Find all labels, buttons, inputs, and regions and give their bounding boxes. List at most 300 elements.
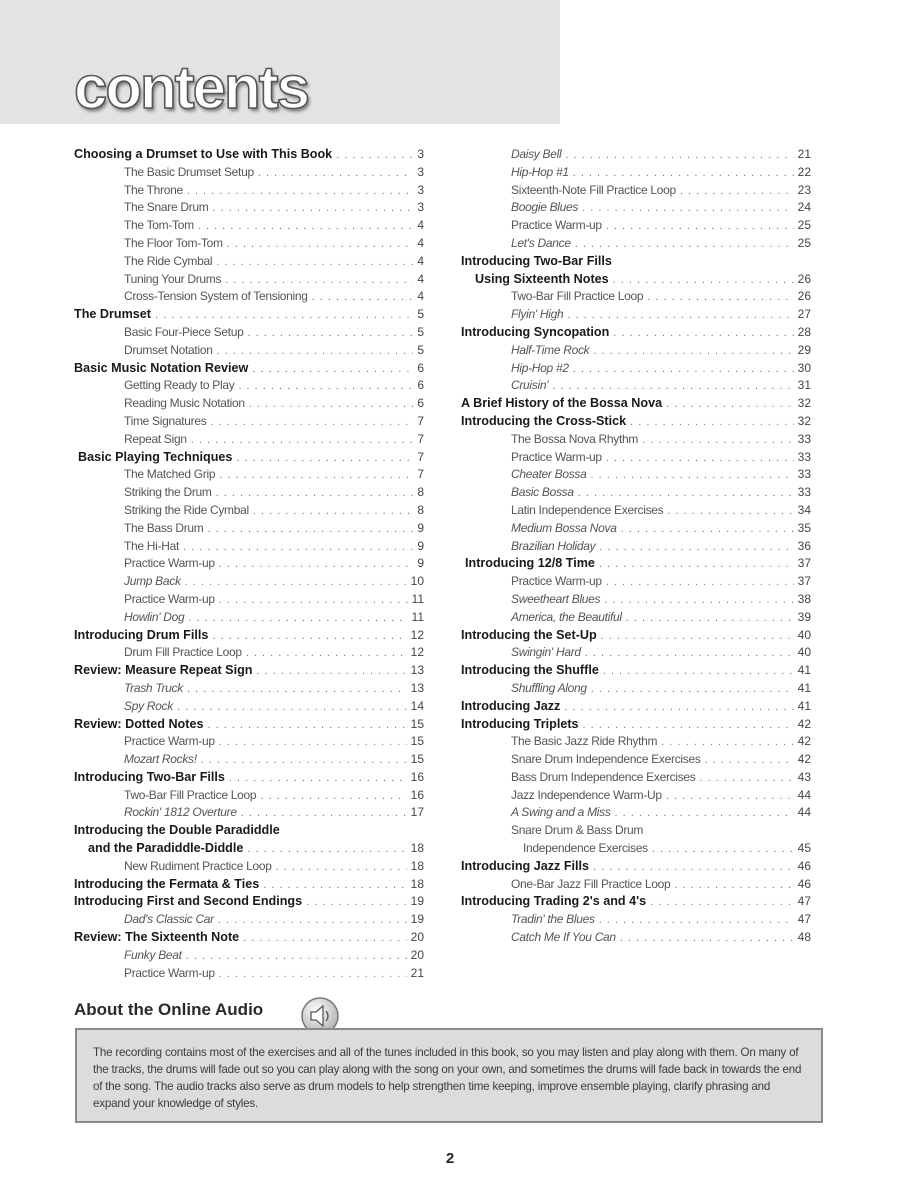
toc-entry-title: Dad's Classic Car <box>124 912 214 927</box>
toc-entry <box>461 484 811 502</box>
toc-entry <box>461 431 811 449</box>
toc-entry-page: 5 <box>417 324 424 339</box>
dot-leader <box>642 432 794 450</box>
toc-entry <box>461 893 811 911</box>
dot-leader <box>243 930 406 948</box>
dot-leader <box>177 699 407 717</box>
toc-entry <box>461 182 811 200</box>
toc-entry-page: 41 <box>797 663 811 678</box>
dot-leader <box>552 378 793 396</box>
toc-entry-page: 8 <box>417 485 424 500</box>
toc-entry-page: 37 <box>797 574 811 589</box>
dot-leader <box>620 930 794 948</box>
dot-leader <box>258 165 413 183</box>
dot-leader <box>626 610 794 628</box>
toc-entry-page: 3 <box>417 164 424 179</box>
toc-entry-title: Basic Playing Techniques <box>78 449 233 464</box>
toc-entry-title: The Matched Grip <box>124 467 216 482</box>
toc-entry <box>74 733 424 751</box>
dot-leader <box>219 556 414 574</box>
toc-entry-title: Introducing the Set-Up <box>461 627 597 642</box>
toc-entry-page: 41 <box>797 698 811 713</box>
dot-leader <box>188 610 407 628</box>
dot-leader <box>247 325 413 343</box>
toc-entry-page: 23 <box>797 182 811 197</box>
dot-leader <box>306 894 407 912</box>
toc-entry <box>461 466 811 484</box>
toc-entry <box>461 680 811 698</box>
dot-leader <box>705 752 794 770</box>
toc-entry-page: 30 <box>797 360 811 375</box>
page-title: contents <box>74 54 309 121</box>
dot-leader <box>603 663 794 681</box>
toc-entry-page: 15 <box>410 752 424 767</box>
toc-entry-page: 12 <box>410 627 424 642</box>
toc-entry-page: 36 <box>797 538 811 553</box>
toc-entry <box>74 929 424 947</box>
toc-entry-page: 42 <box>797 752 811 767</box>
toc-entry <box>74 555 424 573</box>
toc-entry-page: 21 <box>410 965 424 980</box>
toc-entry-title: Daisy Bell <box>511 147 562 161</box>
toc-entry <box>74 769 424 787</box>
toc-entry-title: Introducing 12/8 Time <box>465 556 595 571</box>
toc-entry-title: The Bossa Nova Rhythm <box>511 431 639 446</box>
dot-leader <box>219 592 408 610</box>
toc-entry-page: 3 <box>417 182 424 197</box>
dot-leader <box>191 432 414 450</box>
toc-entry <box>461 733 811 751</box>
dot-leader <box>621 521 794 539</box>
toc-entry <box>74 431 424 449</box>
dot-leader <box>219 734 407 752</box>
toc-entry <box>74 716 424 734</box>
toc-entry <box>461 449 811 467</box>
toc-entry-page: 3 <box>417 200 424 215</box>
toc-entry <box>74 644 424 662</box>
toc-entry <box>74 965 424 983</box>
toc-entry <box>74 947 424 965</box>
audio-description-text: The recording contains most of the exercises and all of the tunes included in this book, so you may listen and play along with them. On many of the tracks, the drums will fade out so you can play along with the song on your own, and sometimes the drums will fade back in towards the end of the song. The audio tracks also serve as drum models to help strengthen time keeping, improve ensemble playing, clarify phrasing and expand your knowledge of styles. <box>93 1046 802 1110</box>
toc-entry <box>74 520 424 538</box>
toc-entry-title: One-Bar Jazz Fill Practice Loop <box>511 876 671 891</box>
toc-entry <box>74 217 424 235</box>
toc-entry-page: 4 <box>417 235 424 250</box>
toc-entry-title: Hip-Hop #2 <box>511 360 569 375</box>
toc-entry-title: Introducing Jazz Fills <box>461 858 590 873</box>
dot-leader <box>593 859 794 877</box>
toc-left-column <box>74 146 424 982</box>
toc-entry <box>461 146 811 164</box>
toc-entry-title: The Basic Jazz Ride Rhythm <box>511 734 658 749</box>
dot-leader <box>216 485 414 503</box>
toc-entry-page: 7 <box>417 449 424 464</box>
toc-entry-title: Drumset Notation <box>124 342 213 357</box>
toc-entry-title: Independence Exercises <box>523 841 648 856</box>
toc-entry-page: 18 <box>410 858 424 873</box>
toc-entry-page: 22 <box>797 164 811 179</box>
dot-leader <box>186 948 407 966</box>
dot-leader <box>201 752 407 770</box>
dot-leader <box>256 663 406 681</box>
toc-entry <box>461 644 811 662</box>
toc-entry-page: 32 <box>797 413 811 428</box>
toc-entry-page: 34 <box>797 502 811 517</box>
toc-entry <box>74 235 424 253</box>
toc-entry-title: Sixteenth-Note Fill Practice Loop <box>511 182 676 197</box>
toc-entry-title: Practice Warm-up <box>124 734 215 749</box>
dot-leader <box>578 485 794 503</box>
toc-entry-page: 20 <box>410 947 424 962</box>
toc-entry-title: The Ride Cymbal <box>124 253 213 268</box>
dot-leader <box>260 788 406 806</box>
dot-leader <box>661 734 793 752</box>
dot-leader <box>336 147 413 165</box>
toc-entry <box>461 271 811 289</box>
dot-leader <box>585 645 794 663</box>
dot-leader <box>680 183 794 201</box>
dot-leader <box>229 770 407 788</box>
toc-entry <box>74 306 424 324</box>
toc-entry-title: Spy Rock <box>124 698 173 713</box>
toc-entry-title: Funky Beat <box>124 947 182 962</box>
dot-leader <box>216 254 413 272</box>
dot-leader <box>213 200 414 218</box>
toc-entry <box>461 555 811 573</box>
dot-leader <box>253 503 413 521</box>
toc-entry <box>74 627 424 645</box>
toc-entry-title: Introducing the Fermata & Ties <box>74 876 260 891</box>
toc-entry-page: 29 <box>797 342 811 357</box>
toc-entry-title: Practice Warm-up <box>124 556 215 571</box>
dot-leader <box>187 183 413 201</box>
dot-leader <box>674 877 793 895</box>
dot-leader <box>615 805 794 823</box>
toc-entry <box>74 413 424 431</box>
toc-entry <box>461 716 811 734</box>
toc-entry-page: 26 <box>797 289 811 304</box>
toc-entry <box>74 271 424 289</box>
toc-entry-page: 45 <box>797 841 811 856</box>
toc-entry-page: 47 <box>797 894 811 909</box>
toc-entry-page: 6 <box>417 360 424 375</box>
toc-entry-title: Jump Back <box>124 574 181 589</box>
toc-entry <box>461 787 811 805</box>
toc-entry-title: Drum Fill Practice Loop <box>124 645 242 660</box>
toc-entry-title: Basic Four-Piece Setup <box>124 324 244 339</box>
dot-leader <box>573 165 794 183</box>
toc-entry-page: 24 <box>797 200 811 215</box>
toc-entry <box>74 698 424 716</box>
dot-leader <box>252 361 413 379</box>
toc-entry <box>74 360 424 378</box>
toc-entry <box>461 840 811 858</box>
toc-entry-title: America, the Beautiful <box>511 609 622 624</box>
toc-entry-title: Mozart Rocks! <box>124 752 197 767</box>
toc-entry-page: 47 <box>797 912 811 927</box>
dot-leader <box>218 912 407 930</box>
dot-leader <box>155 307 413 325</box>
toc-entry-page: 21 <box>797 147 811 161</box>
toc-entry-title: Sweetheart Blues <box>511 591 601 606</box>
toc-entry-page: 33 <box>797 485 811 500</box>
toc-entry-title: Catch Me If You Can <box>511 930 616 945</box>
toc-entry <box>461 360 811 378</box>
toc-entry-page: 9 <box>417 538 424 553</box>
dot-leader <box>187 681 407 699</box>
toc-entry-page: 26 <box>797 271 811 286</box>
toc-entry-title: Half-Time Rock <box>511 342 590 357</box>
toc-entry-page: 28 <box>797 324 811 339</box>
dot-leader <box>604 592 793 610</box>
toc-entry <box>74 395 424 413</box>
toc-entry-title: Practice Warm-up <box>124 591 215 606</box>
toc-entry-title: The Hi-Hat <box>124 538 180 553</box>
dot-leader <box>593 343 793 361</box>
toc-entry-title: Latin Independence Exercises <box>511 502 664 517</box>
toc-entry <box>74 182 424 200</box>
toc-entry-page: 42 <box>797 716 811 731</box>
toc-entry-page: 3 <box>417 147 424 161</box>
toc-entry-page: 11 <box>411 591 424 606</box>
toc-entry-page: 37 <box>797 556 811 571</box>
toc-entry-title: Review: Dotted Notes <box>74 716 204 731</box>
toc-entry <box>74 840 424 858</box>
dot-leader <box>312 289 414 307</box>
toc-entry <box>461 751 811 769</box>
toc-entry <box>74 484 424 502</box>
dot-leader <box>241 805 407 823</box>
toc-entry-title: Review: Measure Repeat Sign <box>74 663 253 678</box>
toc-entry <box>74 893 424 911</box>
toc-entry-title: Howlin' Dog <box>124 609 185 624</box>
toc-entry-page: 9 <box>417 556 424 571</box>
toc-entry-page: 32 <box>797 396 811 411</box>
toc-entry-title: Rockin' 1812 Overture <box>124 805 237 820</box>
toc-entry-title: Shuffling Along <box>511 680 587 695</box>
dot-leader <box>227 236 414 254</box>
toc-entry-title: Jazz Independence Warm-Up <box>511 787 662 802</box>
toc-entry-page: 7 <box>417 413 424 428</box>
dot-leader <box>583 717 794 735</box>
toc-entry <box>461 662 811 680</box>
toc-entry-title: Introducing Two-Bar Fills <box>461 253 612 268</box>
toc-entry <box>461 573 811 591</box>
toc-entry-title: Basic Bossa <box>511 485 574 500</box>
toc-entry <box>74 466 424 484</box>
toc-entry-page: 15 <box>410 716 424 731</box>
toc-entry <box>461 377 811 395</box>
toc-entry-title: Practice Warm-up <box>511 449 602 464</box>
toc-entry-page: 18 <box>410 876 424 891</box>
toc-entry-page: 15 <box>410 734 424 749</box>
dot-leader <box>225 272 413 290</box>
toc-entry-page: 48 <box>797 930 811 945</box>
toc-entry-title: New Rudiment Practice Loop <box>124 858 272 873</box>
toc-entry <box>74 538 424 556</box>
toc-entry-title: and the Paradiddle-Diddle <box>88 841 244 856</box>
toc-entry-page: 40 <box>797 645 811 660</box>
toc-entry-title: Introducing the Cross-Stick <box>461 413 627 428</box>
toc-entry-page: 13 <box>410 663 424 678</box>
toc-entry-page: 16 <box>410 769 424 784</box>
toc-entry-title: Brazilian Holiday <box>511 538 596 553</box>
toc-entry <box>461 324 811 342</box>
toc-entry <box>461 929 811 947</box>
toc-entry <box>461 804 811 822</box>
dot-leader <box>650 894 794 912</box>
audio-section-heading: About the Online Audio <box>74 1000 264 1019</box>
toc-entry-title: The Tom-Tom <box>124 218 194 233</box>
toc-entry <box>74 680 424 698</box>
toc-entry <box>74 858 424 876</box>
toc-entry-title: Reading Music Notation <box>124 396 245 411</box>
dot-leader <box>666 396 794 414</box>
toc-entry <box>74 662 424 680</box>
toc-entry-page: 25 <box>797 218 811 233</box>
toc-entry-title: Choosing a Drumset to Use with This Book <box>74 147 333 161</box>
toc-entry-page: 43 <box>797 769 811 784</box>
toc-entry <box>74 911 424 929</box>
toc-entry-page: 44 <box>797 805 811 820</box>
toc-entry-title: Snare Drum & Bass Drum <box>511 823 644 838</box>
toc-entry-page: 7 <box>417 467 424 482</box>
audio-description-box <box>75 1028 823 1123</box>
toc-entry <box>74 804 424 822</box>
dot-leader <box>601 628 794 646</box>
toc-entry <box>461 822 811 840</box>
toc-entry-page: 33 <box>797 449 811 464</box>
toc-entry <box>74 253 424 271</box>
toc-entry-title: Cruisin' <box>511 378 549 393</box>
dot-leader <box>613 325 793 343</box>
toc-entry-page: 10 <box>410 574 424 589</box>
dot-leader <box>246 645 407 663</box>
toc-entry-title: Introducing the Shuffle <box>461 663 599 678</box>
toc-entry-page: 6 <box>417 396 424 411</box>
dot-leader <box>567 307 793 325</box>
toc-entry-page: 27 <box>797 307 811 322</box>
dot-leader <box>606 574 794 592</box>
toc-entry <box>74 146 424 164</box>
toc-entry-page: 38 <box>797 591 811 606</box>
toc-entry-page: 13 <box>410 680 424 695</box>
dot-leader <box>590 467 793 485</box>
dot-leader <box>207 521 413 539</box>
toc-entry-title: Cheater Bossa <box>511 467 587 482</box>
toc-entry-title: The Basic Drumset Setup <box>124 164 254 179</box>
toc-entry-page: 42 <box>797 734 811 749</box>
toc-entry-title: Boogie Blues <box>511 200 579 215</box>
toc-entry-page: 11 <box>411 609 424 624</box>
toc-entry-page: 46 <box>797 858 811 873</box>
toc-entry-title: Review: The Sixteenth Note <box>74 930 240 945</box>
toc-entry-title: The Snare Drum <box>124 200 209 215</box>
dot-leader <box>575 236 794 254</box>
toc-entry <box>461 164 811 182</box>
dot-leader <box>217 343 414 361</box>
dot-leader <box>247 841 406 859</box>
toc-entry <box>74 449 424 467</box>
toc-entry-page: 19 <box>410 912 424 927</box>
dot-leader <box>212 628 406 646</box>
toc-entry <box>461 520 811 538</box>
toc-right-column <box>461 146 811 947</box>
toc-entry-title: Two-Bar Fill Practice Loop <box>124 787 257 802</box>
toc-entry <box>74 822 424 840</box>
toc-entry-title: Practice Warm-up <box>511 218 602 233</box>
toc-entry <box>461 698 811 716</box>
dot-leader <box>210 414 413 432</box>
toc-entry-title: Swingin' Hard <box>511 645 581 660</box>
toc-entry-title: Time Signatures <box>124 413 207 428</box>
toc-entry <box>74 324 424 342</box>
toc-entry-title: Medium Bossa Nova <box>511 520 617 535</box>
dot-leader <box>647 289 793 307</box>
dot-leader <box>599 539 793 557</box>
toc-entry <box>461 609 811 627</box>
dot-leader <box>667 503 793 521</box>
toc-entry <box>74 787 424 805</box>
toc-entry-title: The Bass Drum <box>124 520 204 535</box>
dot-leader <box>198 218 413 236</box>
toc-entry-page: 14 <box>410 698 424 713</box>
toc-entry-title: A Swing and a Miss <box>511 805 611 820</box>
toc-entry <box>461 253 811 271</box>
page-number: 2 <box>445 1150 455 1167</box>
toc-entry-title: Practice Warm-up <box>124 965 215 980</box>
dot-leader <box>564 699 793 717</box>
dot-leader <box>666 788 794 806</box>
toc-entry <box>461 413 811 431</box>
toc-entry-page: 5 <box>417 342 424 357</box>
toc-entry <box>74 876 424 894</box>
dot-leader <box>565 147 793 165</box>
toc-entry <box>461 911 811 929</box>
dot-leader <box>236 450 413 468</box>
toc-entry <box>74 502 424 520</box>
toc-entry-title: A Brief History of the Bossa Nova <box>461 396 663 411</box>
toc-entry-title: Practice Warm-up <box>511 574 602 589</box>
toc-entry-page: 33 <box>797 431 811 446</box>
toc-entry-page: 40 <box>797 627 811 642</box>
toc-entry-page: 12 <box>410 645 424 660</box>
dot-leader <box>599 556 794 574</box>
toc-entry-page: 4 <box>417 253 424 268</box>
toc-entry-page: 33 <box>797 467 811 482</box>
toc-entry-title: Cross-Tension System of Tensioning <box>124 289 308 304</box>
dot-leader <box>185 574 407 592</box>
toc-entry-title: Introducing Trading 2's and 4's <box>461 894 647 909</box>
toc-entry <box>74 342 424 360</box>
toc-entry <box>461 306 811 324</box>
toc-entry-title: Trash Truck <box>124 680 183 695</box>
toc-entry <box>74 591 424 609</box>
dot-leader <box>613 272 794 290</box>
toc-entry-page: 16 <box>410 787 424 802</box>
dot-leader <box>606 450 794 468</box>
toc-entry <box>461 502 811 520</box>
toc-entry-title: Repeat Sign <box>124 431 187 446</box>
dot-leader <box>219 467 413 485</box>
toc-entry-title: Let's Dance <box>511 235 571 250</box>
dot-leader <box>591 681 794 699</box>
toc-entry-page: 44 <box>797 787 811 802</box>
toc-entry <box>461 235 811 253</box>
toc-entry-page: 8 <box>417 502 424 517</box>
toc-entry-title: Two-Bar Fill Practice Loop <box>511 289 644 304</box>
toc-entry <box>74 377 424 395</box>
